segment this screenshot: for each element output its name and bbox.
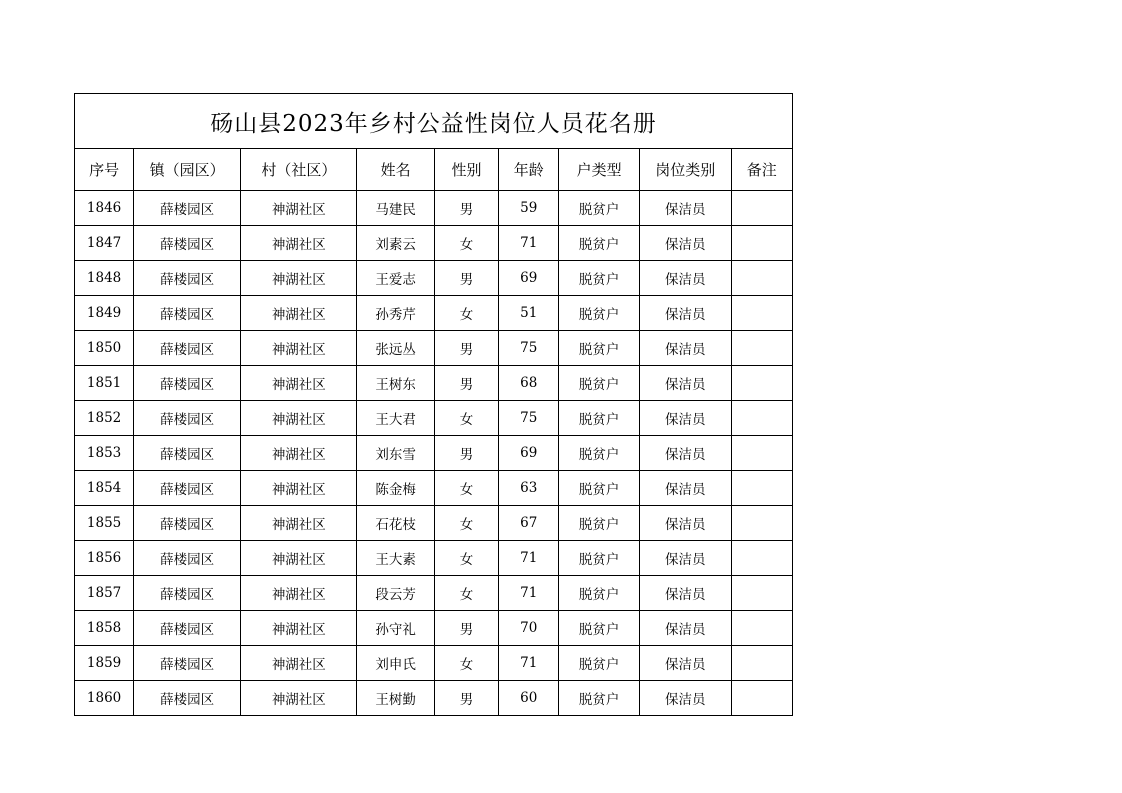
cell-post-category: 保洁员 xyxy=(639,541,731,576)
column-header-village: 村（社区） xyxy=(241,149,357,191)
cell-remark xyxy=(731,436,792,471)
cell-household-type: 脱贫户 xyxy=(559,401,640,436)
cell-name: 孙守礼 xyxy=(357,611,434,646)
cell-village: 神湖社区 xyxy=(241,261,357,296)
cell-gender: 男 xyxy=(434,191,498,226)
cell-remark xyxy=(731,646,792,681)
cell-household-type: 脱贫户 xyxy=(559,646,640,681)
table-row xyxy=(75,261,793,296)
table-row xyxy=(75,506,793,541)
column-header-index: 序号 xyxy=(75,149,134,191)
cell-household-type: 脱贫户 xyxy=(559,191,640,226)
cell-age: 75 xyxy=(499,401,559,436)
cell-household-type: 脱贫户 xyxy=(559,366,640,401)
cell-town: 薛楼园区 xyxy=(134,646,241,681)
cell-household-type: 脱贫户 xyxy=(559,506,640,541)
cell-post-category: 保洁员 xyxy=(639,681,731,716)
cell-index: 1850 xyxy=(75,331,134,366)
cell-village: 神湖社区 xyxy=(241,226,357,261)
cell-gender: 男 xyxy=(434,366,498,401)
cell-village: 神湖社区 xyxy=(241,366,357,401)
cell-gender: 女 xyxy=(434,541,498,576)
table-row xyxy=(75,296,793,331)
cell-name: 王树东 xyxy=(357,366,434,401)
cell-village: 神湖社区 xyxy=(241,541,357,576)
cell-post-category: 保洁员 xyxy=(639,646,731,681)
cell-remark xyxy=(731,541,792,576)
page-title: 砀山县2023年乡村公益性岗位人员花名册 xyxy=(75,94,793,149)
cell-post-category: 保洁员 xyxy=(639,401,731,436)
cell-post-category: 保洁员 xyxy=(639,191,731,226)
table-row xyxy=(75,401,793,436)
table-row xyxy=(75,681,793,716)
cell-town: 薛楼园区 xyxy=(134,506,241,541)
cell-remark xyxy=(731,576,792,611)
cell-age: 63 xyxy=(499,471,559,506)
cell-index: 1857 xyxy=(75,576,134,611)
cell-village: 神湖社区 xyxy=(241,331,357,366)
cell-index: 1849 xyxy=(75,296,134,331)
cell-age: 71 xyxy=(499,646,559,681)
cell-index: 1860 xyxy=(75,681,134,716)
cell-household-type: 脱贫户 xyxy=(559,226,640,261)
cell-gender: 女 xyxy=(434,506,498,541)
column-header-household-type: 户类型 xyxy=(559,149,640,191)
cell-name: 王大君 xyxy=(357,401,434,436)
cell-town: 薛楼园区 xyxy=(134,296,241,331)
cell-village: 神湖社区 xyxy=(241,191,357,226)
cell-index: 1852 xyxy=(75,401,134,436)
cell-post-category: 保洁员 xyxy=(639,436,731,471)
cell-index: 1846 xyxy=(75,191,134,226)
cell-name: 王树勤 xyxy=(357,681,434,716)
cell-name: 陈金梅 xyxy=(357,471,434,506)
cell-post-category: 保洁员 xyxy=(639,366,731,401)
cell-age: 59 xyxy=(499,191,559,226)
cell-gender: 男 xyxy=(434,681,498,716)
cell-age: 70 xyxy=(499,611,559,646)
cell-index: 1858 xyxy=(75,611,134,646)
cell-post-category: 保洁员 xyxy=(639,506,731,541)
table-row xyxy=(75,646,793,681)
column-header-gender: 性别 xyxy=(434,149,498,191)
cell-gender: 女 xyxy=(434,296,498,331)
cell-age: 69 xyxy=(499,436,559,471)
cell-age: 51 xyxy=(499,296,559,331)
cell-index: 1851 xyxy=(75,366,134,401)
cell-index: 1859 xyxy=(75,646,134,681)
cell-town: 薛楼园区 xyxy=(134,471,241,506)
cell-post-category: 保洁员 xyxy=(639,331,731,366)
cell-gender: 男 xyxy=(434,436,498,471)
cell-remark xyxy=(731,611,792,646)
table-row xyxy=(75,366,793,401)
cell-name: 刘申氏 xyxy=(357,646,434,681)
cell-name: 张远丛 xyxy=(357,331,434,366)
table-row xyxy=(75,191,793,226)
cell-age: 69 xyxy=(499,261,559,296)
cell-name: 王大素 xyxy=(357,541,434,576)
cell-gender: 女 xyxy=(434,226,498,261)
cell-age: 71 xyxy=(499,541,559,576)
cell-town: 薛楼园区 xyxy=(134,576,241,611)
cell-town: 薛楼园区 xyxy=(134,611,241,646)
column-header-town: 镇（园区） xyxy=(134,149,241,191)
cell-name: 马建民 xyxy=(357,191,434,226)
cell-remark xyxy=(731,506,792,541)
cell-age: 60 xyxy=(499,681,559,716)
cell-household-type: 脱贫户 xyxy=(559,331,640,366)
cell-age: 71 xyxy=(499,576,559,611)
roster-table-container xyxy=(74,93,793,716)
cell-town: 薛楼园区 xyxy=(134,261,241,296)
cell-household-type: 脱贫户 xyxy=(559,471,640,506)
cell-index: 1856 xyxy=(75,541,134,576)
cell-gender: 男 xyxy=(434,611,498,646)
cell-remark xyxy=(731,261,792,296)
cell-household-type: 脱贫户 xyxy=(559,576,640,611)
cell-town: 薛楼园区 xyxy=(134,331,241,366)
cell-index: 1848 xyxy=(75,261,134,296)
cell-name: 王爱志 xyxy=(357,261,434,296)
cell-age: 67 xyxy=(499,506,559,541)
table-row xyxy=(75,436,793,471)
cell-town: 薛楼园区 xyxy=(134,681,241,716)
cell-remark xyxy=(731,226,792,261)
cell-gender: 女 xyxy=(434,646,498,681)
cell-household-type: 脱贫户 xyxy=(559,541,640,576)
cell-remark xyxy=(731,471,792,506)
cell-town: 薛楼园区 xyxy=(134,436,241,471)
cell-gender: 男 xyxy=(434,261,498,296)
column-header-age: 年龄 xyxy=(499,149,559,191)
cell-town: 薛楼园区 xyxy=(134,541,241,576)
cell-town: 薛楼园区 xyxy=(134,401,241,436)
cell-gender: 女 xyxy=(434,471,498,506)
cell-index: 1855 xyxy=(75,506,134,541)
cell-household-type: 脱贫户 xyxy=(559,611,640,646)
cell-age: 68 xyxy=(499,366,559,401)
cell-gender: 女 xyxy=(434,576,498,611)
cell-name: 刘东雪 xyxy=(357,436,434,471)
column-header-remark: 备注 xyxy=(731,149,792,191)
table-row xyxy=(75,576,793,611)
cell-post-category: 保洁员 xyxy=(639,226,731,261)
cell-index: 1853 xyxy=(75,436,134,471)
table-row xyxy=(75,541,793,576)
cell-village: 神湖社区 xyxy=(241,611,357,646)
cell-post-category: 保洁员 xyxy=(639,471,731,506)
cell-gender: 男 xyxy=(434,331,498,366)
cell-village: 神湖社区 xyxy=(241,576,357,611)
cell-village: 神湖社区 xyxy=(241,436,357,471)
cell-remark xyxy=(731,366,792,401)
cell-household-type: 脱贫户 xyxy=(559,436,640,471)
cell-village: 神湖社区 xyxy=(241,296,357,331)
cell-household-type: 脱贫户 xyxy=(559,681,640,716)
cell-index: 1847 xyxy=(75,226,134,261)
cell-gender: 女 xyxy=(434,401,498,436)
table-title-row xyxy=(75,94,793,149)
cell-remark xyxy=(731,191,792,226)
cell-remark xyxy=(731,296,792,331)
cell-village: 神湖社区 xyxy=(241,646,357,681)
cell-remark xyxy=(731,331,792,366)
table-row xyxy=(75,471,793,506)
cell-village: 神湖社区 xyxy=(241,401,357,436)
cell-household-type: 脱贫户 xyxy=(559,296,640,331)
cell-remark xyxy=(731,681,792,716)
cell-household-type: 脱贫户 xyxy=(559,261,640,296)
cell-village: 神湖社区 xyxy=(241,506,357,541)
column-header-name: 姓名 xyxy=(357,149,434,191)
table-row xyxy=(75,611,793,646)
table-row xyxy=(75,331,793,366)
roster-table xyxy=(74,93,793,716)
cell-town: 薛楼园区 xyxy=(134,366,241,401)
cell-name: 段云芳 xyxy=(357,576,434,611)
cell-age: 71 xyxy=(499,226,559,261)
cell-post-category: 保洁员 xyxy=(639,296,731,331)
cell-town: 薛楼园区 xyxy=(134,226,241,261)
cell-index: 1854 xyxy=(75,471,134,506)
cell-name: 石花枝 xyxy=(357,506,434,541)
cell-name: 刘素云 xyxy=(357,226,434,261)
cell-age: 75 xyxy=(499,331,559,366)
column-header-post-category: 岗位类别 xyxy=(639,149,731,191)
table-header-row xyxy=(75,149,793,191)
cell-post-category: 保洁员 xyxy=(639,611,731,646)
cell-post-category: 保洁员 xyxy=(639,261,731,296)
cell-remark xyxy=(731,401,792,436)
table-row xyxy=(75,226,793,261)
cell-village: 神湖社区 xyxy=(241,471,357,506)
cell-post-category: 保洁员 xyxy=(639,576,731,611)
cell-village: 神湖社区 xyxy=(241,681,357,716)
cell-name: 孙秀芹 xyxy=(357,296,434,331)
cell-town: 薛楼园区 xyxy=(134,191,241,226)
